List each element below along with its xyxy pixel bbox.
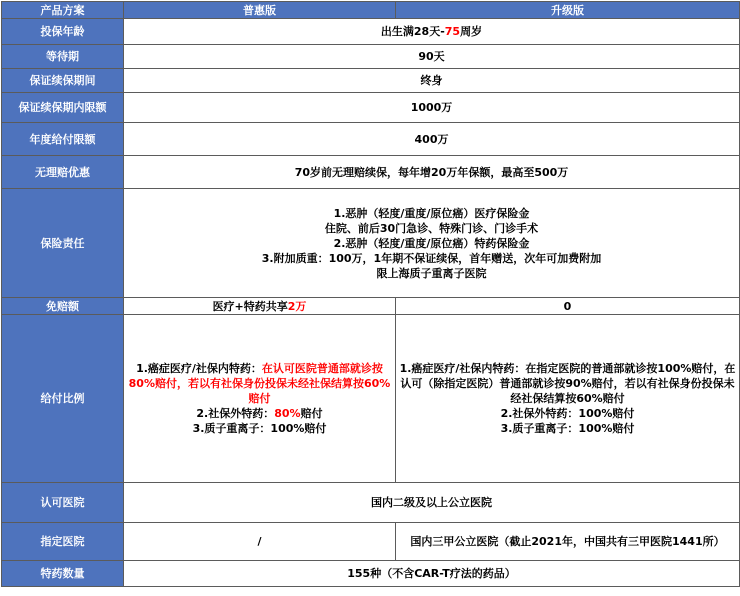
- ratio-basic-line3: 3.质子重离子：100%赔付: [192, 422, 327, 435]
- ratio-basic-l2-red: 80%: [274, 407, 301, 420]
- row-renew-limit: [2, 93, 740, 123]
- age-prefix: 出生满28天-: [380, 25, 445, 38]
- ratio-basic-line2: [127, 406, 392, 421]
- label-waiting: 等待期: [2, 45, 124, 69]
- row-drugs: [2, 561, 740, 587]
- header-row: [2, 2, 740, 19]
- row-renew: [2, 69, 740, 93]
- row-deductible: [2, 298, 740, 315]
- value-coverage: [124, 189, 740, 298]
- coverage-line: 限上海质子重离子医院: [376, 266, 487, 280]
- ratio-basic-l1-red: 在认可医院普通部就诊按80%赔付，若以有社保身份投保未经社保结算按60%赔付: [128, 362, 391, 405]
- value-designated-basic: /: [124, 523, 396, 561]
- coverage-line: 2.恶肿（轻度/重度/原位癌）特药保险金: [333, 236, 530, 250]
- row-hospital: [2, 483, 740, 523]
- label-deductible: 免赔额: [2, 298, 124, 315]
- label-drugs: 特药数量: [2, 561, 124, 587]
- header-basic: 普惠版: [124, 2, 396, 19]
- value-renew-limit: 1000万: [124, 93, 740, 123]
- ratio-basic-l2-post: 赔付: [300, 407, 323, 420]
- value-age: [124, 19, 740, 45]
- row-age: [2, 19, 740, 45]
- row-noclaim: [2, 156, 740, 189]
- value-noclaim: 70岁前无理赔续保，每年增20万年保额，最高至500万: [124, 156, 740, 189]
- value-drugs: 155种（不含CAR-T疗法的药品）: [124, 561, 740, 587]
- row-designated: [2, 523, 740, 561]
- value-deductible-upgrade: 0: [396, 298, 740, 315]
- label-renew-limit: 保证续保期内限额: [2, 93, 124, 123]
- label-hospital: 认可医院: [2, 483, 124, 523]
- value-waiting: 90天: [124, 45, 740, 69]
- value-renew: 终身: [124, 69, 740, 93]
- value-ratio-basic: [124, 315, 396, 483]
- deductible-basic-text: 医疗+特药共享: [212, 299, 288, 313]
- row-coverage: [2, 189, 740, 298]
- header-upgrade: 升级版: [396, 2, 740, 19]
- row-waiting: [2, 45, 740, 69]
- coverage-line: 1.恶肿（轻度/重度/原位癌）医疗保险金: [333, 206, 530, 220]
- ratio-upgrade-line1: 1.癌症医疗/社保内特药：在指定医院的普通部就诊按100%赔付，在认可（除指定医院）普通部就诊按90%赔付，若以有社保身份投保未经社保结算按60%赔付: [399, 362, 736, 405]
- label-coverage: 保险责任: [2, 189, 124, 298]
- coverage-line: 住院、前后30门急诊、特殊门诊、门诊手术: [324, 221, 539, 235]
- value-annual: 400万: [124, 123, 740, 156]
- label-noclaim: 无理赔优惠: [2, 156, 124, 189]
- ratio-basic-l2-pre: 2.社保外特药：: [196, 407, 275, 420]
- comparison-table: [1, 1, 740, 587]
- value-designated-upgrade: 国内三甲公立医院（截止2021年，中国共有三甲医院1441所）: [396, 523, 740, 561]
- header-plan: 产品方案: [2, 2, 124, 19]
- age-unit: 周岁: [460, 25, 483, 38]
- label-designated: 指定医院: [2, 523, 124, 561]
- ratio-basic-l1-pre: 1.癌症医疗/社保内特药：: [136, 362, 262, 375]
- value-ratio-upgrade: [396, 315, 740, 483]
- deductible-basic-amount: 2万: [287, 299, 307, 313]
- ratio-upgrade-line2: 2.社保外特药：100%赔付: [500, 407, 635, 420]
- value-hospital: 国内二级及以上公立医院: [124, 483, 740, 523]
- label-renew: 保证续保期间: [2, 69, 124, 93]
- row-ratio: [2, 315, 740, 483]
- age-max: 75: [444, 25, 461, 38]
- label-age: 投保年龄: [2, 19, 124, 45]
- coverage-line: 3.附加质重：100万，1年期不保证续保，首年赠送，次年可加费附加: [261, 251, 602, 265]
- row-annual: [2, 123, 740, 156]
- ratio-basic-line1: [129, 362, 391, 405]
- label-ratio: 给付比例: [2, 315, 124, 483]
- ratio-upgrade-line3: 3.质子重离子：100%赔付: [500, 422, 635, 435]
- value-deductible-basic: [124, 298, 396, 315]
- label-annual: 年度给付限额: [2, 123, 124, 156]
